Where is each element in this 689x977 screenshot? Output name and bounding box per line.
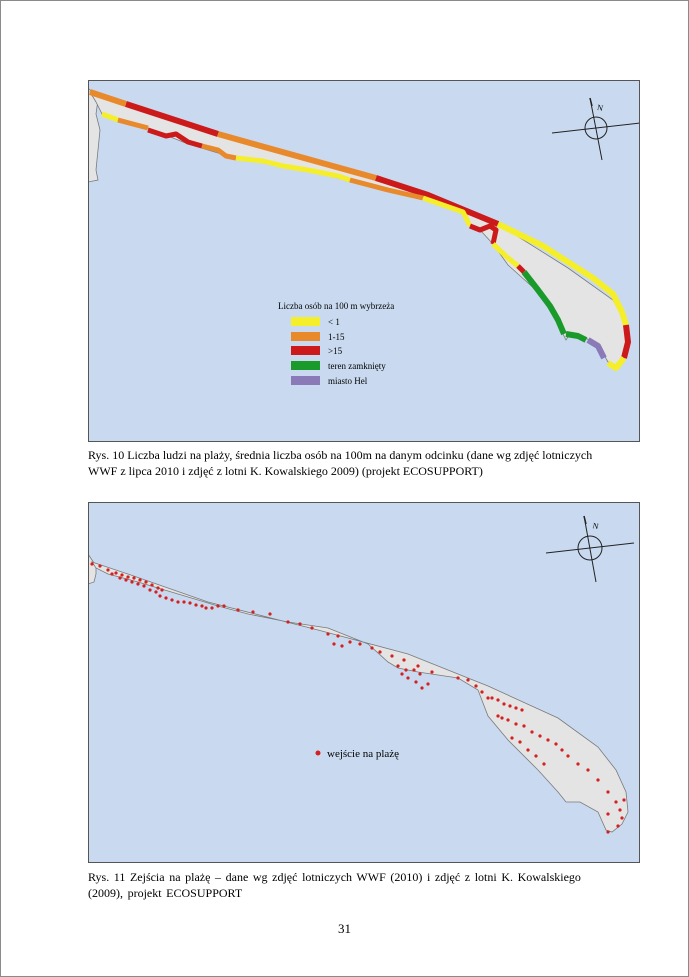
beach-access-map: [88, 502, 640, 863]
beach-access-marker: [606, 812, 609, 815]
beach-access-marker: [222, 604, 225, 607]
beach-access-marker: [216, 604, 219, 607]
beach-access-marker: [534, 754, 537, 757]
beach-access-marker: [110, 572, 113, 575]
beach-access-marker: [124, 578, 127, 581]
beach-access-marker: [148, 588, 151, 591]
beach-access-marker: [396, 664, 399, 667]
beach-access-marker: [520, 708, 523, 711]
beach-access-marker: [618, 808, 621, 811]
beach-access-marker: [332, 642, 335, 645]
beach-access-marker: [348, 640, 351, 643]
legend-label-access: wejście na plażę: [327, 748, 400, 760]
legend-label-1-15: 1-15: [328, 332, 345, 342]
beach-access-marker: [456, 676, 459, 679]
beach-access-marker: [586, 768, 589, 771]
beach-access-marker: [118, 576, 121, 579]
legend-label-hel: miasto Hel: [328, 376, 368, 386]
beach-access-marker: [90, 562, 93, 565]
beach-access-marker: [150, 583, 153, 586]
beach-access-marker: [566, 754, 569, 757]
beach-access-marker: [474, 684, 477, 687]
beach-access-marker: [506, 718, 509, 721]
beach-access-marker: [402, 658, 405, 661]
legend-label-lt1: < 1: [328, 317, 340, 327]
beach-access-marker: [370, 646, 373, 649]
beach-access-marker: [154, 590, 157, 593]
beach-access-marker: [194, 603, 197, 606]
beach-access-marker: [136, 582, 139, 585]
page-number: 31: [338, 921, 351, 936]
beach-access-marker: [614, 800, 617, 803]
beach-access-marker: [268, 612, 271, 615]
legend-marker: [316, 751, 321, 756]
beach-access-marker: [378, 650, 381, 653]
beach-access-marker: [188, 601, 191, 604]
beach-access-marker: [546, 738, 549, 741]
beach-access-marker: [514, 706, 517, 709]
beach-access-marker: [326, 632, 329, 635]
beach-access-marker: [620, 816, 623, 819]
legend-label-gt15: >15: [328, 346, 343, 356]
beach-access-marker: [358, 642, 361, 645]
beach-access-marker: [538, 734, 541, 737]
beach-access-marker: [508, 704, 511, 707]
beach-access-marker: [142, 584, 145, 587]
beach-access-marker: [606, 830, 609, 833]
beach-access-marker: [426, 682, 429, 685]
beach-access-marker: [336, 634, 339, 637]
beach-access-marker: [606, 790, 609, 793]
beach-access-marker: [412, 668, 415, 671]
beach-access-marker: [310, 626, 313, 629]
beach-access-marker: [420, 686, 423, 689]
beach-access-marker: [406, 676, 409, 679]
beach-access-marker: [130, 580, 133, 583]
beach-access-marker: [596, 778, 599, 781]
legend-swatch-green: [291, 361, 320, 370]
beach-access-marker: [554, 742, 557, 745]
beach-occupancy-map: [88, 80, 640, 442]
beach-access-marker: [340, 644, 343, 647]
map-legend: [316, 748, 400, 760]
legend-title: Liczba osób na 100 m wybrzeża: [278, 301, 395, 311]
figure-10-caption: [88, 448, 648, 479]
beach-access-marker: [480, 690, 483, 693]
beach-access-marker: [298, 622, 301, 625]
caption-line: Rys. 10 Liczba ludzi na plaży, średnia liczba osób na 100m na danym odcinku (dane wg zdjęć lotniczych: [88, 448, 593, 462]
beach-access-marker: [404, 668, 407, 671]
legend-swatch-orange: [291, 332, 320, 341]
beach-access-marker: [466, 678, 469, 681]
north-label: N: [596, 102, 604, 113]
beach-access-marker: [430, 670, 433, 673]
beach-access-marker: [170, 598, 173, 601]
beach-access-marker: [530, 730, 533, 733]
legend-label-closed: teren zamknięty: [328, 361, 386, 371]
beach-access-marker: [522, 724, 525, 727]
beach-access-marker: [400, 672, 403, 675]
beach-access-marker: [144, 580, 147, 583]
caption-line: Rys. 11 Zejścia na plażę – dane wg zdjęć lotniczych WWF (2010) i zdjęć z lotni K. Kowalskiego: [88, 870, 581, 884]
caption-line: (2009), projekt ECOSUPPORT: [88, 885, 243, 900]
beach-access-marker: [210, 606, 213, 609]
beach-access-marker: [616, 824, 619, 827]
beach-access-marker: [496, 714, 499, 717]
legend-swatch-purple: [291, 376, 320, 385]
beach-access-marker: [138, 578, 141, 581]
beach-access-marker: [486, 696, 489, 699]
beach-access-marker: [490, 696, 493, 699]
beach-access-marker: [500, 716, 503, 719]
beach-access-marker: [622, 798, 625, 801]
beach-access-marker: [126, 575, 129, 578]
beach-access-marker: [418, 672, 421, 675]
beach-access-marker: [158, 594, 161, 597]
beach-access-marker: [164, 596, 167, 599]
beach-access-marker: [526, 748, 529, 751]
beach-access-marker: [414, 680, 417, 683]
beach-access-marker: [236, 608, 239, 611]
north-label: N: [591, 521, 600, 532]
beach-access-marker: [182, 600, 185, 603]
legend-swatch-red: [291, 346, 320, 355]
beach-access-marker: [502, 702, 505, 705]
beach-access-marker: [200, 604, 203, 607]
beach-access-marker: [286, 620, 289, 623]
beach-access-marker: [514, 722, 517, 725]
beach-access-marker: [542, 762, 545, 765]
beach-access-marker: [576, 762, 579, 765]
caption-line: WWF z lipca 2010 i zdjęć z lotni K. Kowalskiego 2009) (projekt ECOSUPPORT): [88, 463, 483, 478]
beach-access-marker: [114, 571, 117, 574]
figure-11-caption: [88, 870, 640, 901]
beach-access-marker: [204, 606, 207, 609]
beach-access-marker: [251, 610, 254, 613]
sea-area: [88, 502, 640, 863]
beach-access-marker: [416, 664, 419, 667]
beach-access-marker: [132, 576, 135, 579]
beach-access-marker: [560, 748, 563, 751]
beach-access-marker: [106, 568, 109, 571]
beach-access-marker: [390, 654, 393, 657]
beach-access-marker: [510, 736, 513, 739]
beach-access-marker: [160, 588, 163, 591]
legend-swatch-yellow: [291, 317, 320, 326]
beach-access-marker: [120, 573, 123, 576]
beach-access-marker: [98, 564, 101, 567]
beach-access-marker: [176, 600, 179, 603]
beach-access-marker: [496, 698, 499, 701]
beach-access-marker: [156, 586, 159, 589]
beach-access-marker: [518, 740, 521, 743]
